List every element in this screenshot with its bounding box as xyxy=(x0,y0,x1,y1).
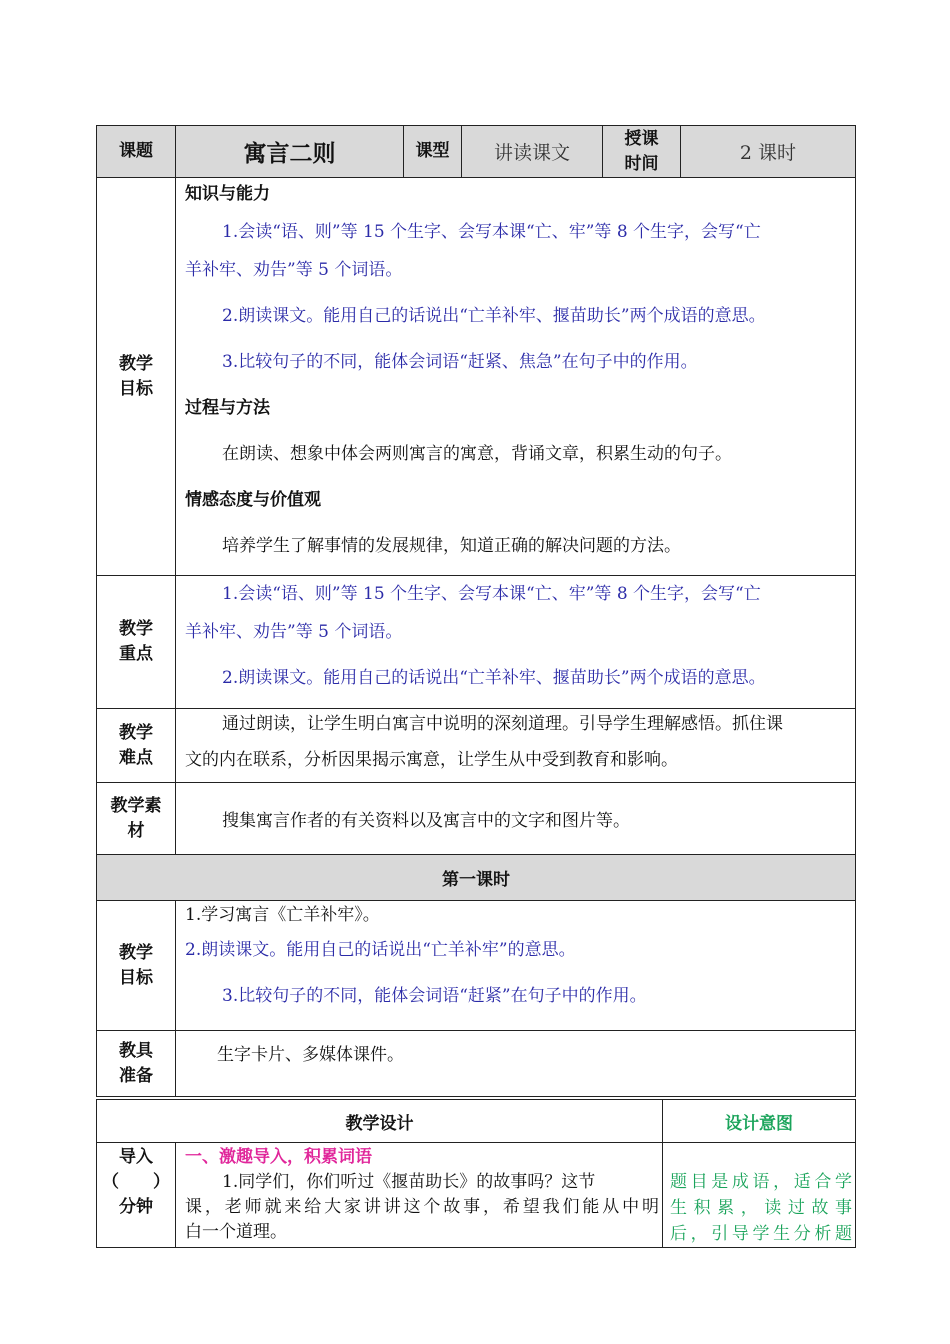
key-points-row xyxy=(97,576,856,709)
tools-row xyxy=(97,1031,856,1097)
time-value: 2 课时 xyxy=(681,126,856,178)
materials-label xyxy=(97,783,176,855)
key-point-2: 2.朗读课文。能用自己的话说出“亡羊补牢、揠苗助长”两个成语的意思。 xyxy=(222,668,766,688)
lesson-header-table xyxy=(96,125,856,178)
goals-label-line1: 教学 xyxy=(119,353,153,374)
difficulty-line-1: 通过朗读，让学生明白寓言中说明的深刻道理。引导学生理解感悟。抓住课 xyxy=(222,714,783,734)
knowledge-ability-title: 知识与能力 xyxy=(185,184,270,204)
lesson1-goals-content xyxy=(176,901,856,1031)
materials-label-line1: 教学素 xyxy=(110,795,162,816)
design-header-row xyxy=(97,1100,856,1143)
time-label-line2: 时间 xyxy=(624,153,659,174)
materials-row xyxy=(97,783,856,855)
tools-label-line1: 教具 xyxy=(119,1040,153,1061)
intent-header: 设计意图 xyxy=(663,1100,856,1143)
intro-label-line1: 导入 xyxy=(119,1147,153,1167)
header-row xyxy=(97,126,856,178)
intro-label-line2: （ ） xyxy=(102,1172,170,1192)
lesson1-goals-label-line2: 目标 xyxy=(119,967,153,988)
intro-step-line-2: 课，老师就来给大家讲讲这个故事，希望我们能从中明 xyxy=(185,1197,659,1217)
intent-content xyxy=(663,1143,856,1248)
lesson1-title: 第一课时 xyxy=(97,855,856,901)
key-points-content xyxy=(176,576,856,709)
difficulty-label-line2: 难点 xyxy=(119,747,153,768)
goal-item-3: 3.比较句子的不同，能体会词语“赶紧、焦急”在句子中的作用。 xyxy=(222,352,698,372)
lesson1-goals-label xyxy=(97,901,176,1031)
difficulty-line-2: 文的内在联系，分析因果揭示寓意，让学生从中受到教育和影响。 xyxy=(185,750,678,770)
materials-label-line2: 材 xyxy=(127,820,145,841)
time-label-line1: 授课 xyxy=(624,128,659,149)
intro-step-line-3: 白一个道理。 xyxy=(185,1222,287,1242)
process-method-title: 过程与方法 xyxy=(185,398,270,418)
design-header: 教学设计 xyxy=(97,1100,663,1143)
goals-row xyxy=(97,178,856,576)
lesson-plan-table xyxy=(96,177,856,1097)
difficulty-label xyxy=(97,709,176,783)
emotion-values-title: 情感态度与价值观 xyxy=(185,490,321,510)
key-point-1b: 羊补牢、劝告”等 5 个词语。 xyxy=(185,622,403,642)
goals-content xyxy=(176,178,856,576)
goal-item-1b: 羊补牢、劝告”等 5 个词语。 xyxy=(185,260,403,280)
topic-label: 课题 xyxy=(97,126,176,178)
intro-row xyxy=(97,1143,856,1248)
lesson1-goal-1: 1.学习寓言《亡羊补牢》。 xyxy=(185,905,380,925)
key-point-1a: 1.会读“语、则”等 15 个生字、会写本课“亡、牢”等 8 个生字，会写“亡 xyxy=(222,584,761,604)
materials-text: 搜集寓言作者的有关资料以及寓言中的文字和图片等。 xyxy=(222,811,630,831)
intent-line-3: 后，引导学生分析题 xyxy=(670,1224,852,1244)
goal-item-1a: 1.会读“语、则”等 15 个生字、会写本课“亡、牢”等 8 个生字，会写“亡 xyxy=(222,222,761,242)
type-label: 课型 xyxy=(404,126,462,178)
intro-step-line-1: 1.同学们，你们听过《揠苗助长》的故事吗？这节 xyxy=(222,1172,596,1192)
tools-text: 生字卡片、多媒体课件。 xyxy=(217,1045,404,1065)
lesson1-goal-2: 2.朗读课文。能用自己的话说出“亡羊补牢”的意思。 xyxy=(185,940,576,960)
key-points-label-line2: 重点 xyxy=(119,644,153,664)
goals-label xyxy=(97,178,176,576)
lesson1-title-row xyxy=(97,855,856,901)
intro-content xyxy=(176,1143,663,1248)
goal-item-2: 2.朗读课文。能用自己的话说出“亡羊补牢、揠苗助长”两个成语的意思。 xyxy=(222,306,766,326)
intro-step-title: 一、激趣导入，积累词语 xyxy=(185,1147,372,1167)
intent-line-1: 题目是成语，适合学 xyxy=(670,1172,852,1192)
goals-label-line2: 目标 xyxy=(119,378,153,399)
tools-label xyxy=(97,1031,176,1097)
time-label xyxy=(603,126,681,178)
lesson1-goals-row xyxy=(97,901,856,1031)
difficulty-content xyxy=(176,709,856,783)
lesson1-goal-3: 3.比较句子的不同，能体会词语“赶紧”在句子中的作用。 xyxy=(222,986,647,1006)
emotion-values-text: 培养学生了解事情的发展规律，知道正确的解决问题的方法。 xyxy=(222,536,681,556)
materials-content xyxy=(176,783,856,855)
tools-content xyxy=(176,1031,856,1097)
key-points-label-line1: 教学 xyxy=(119,619,153,639)
topic-value: 寓言二则 xyxy=(176,126,404,178)
process-method-text: 在朗读、想象中体会两则寓言的寓意，背诵文章，积累生动的句子。 xyxy=(222,444,732,464)
teaching-design-table xyxy=(96,1099,856,1248)
tools-label-line2: 准备 xyxy=(119,1065,153,1086)
difficulty-row xyxy=(97,709,856,783)
key-points-label xyxy=(97,576,176,709)
intro-label xyxy=(97,1143,176,1248)
type-value: 讲读课文 xyxy=(462,126,603,178)
intro-label-line3: 分钟 xyxy=(119,1197,153,1217)
lesson1-goals-label-line1: 教学 xyxy=(119,942,153,963)
intent-line-2: 生积累，读过故事 xyxy=(670,1198,852,1218)
difficulty-label-line1: 教学 xyxy=(119,722,153,743)
